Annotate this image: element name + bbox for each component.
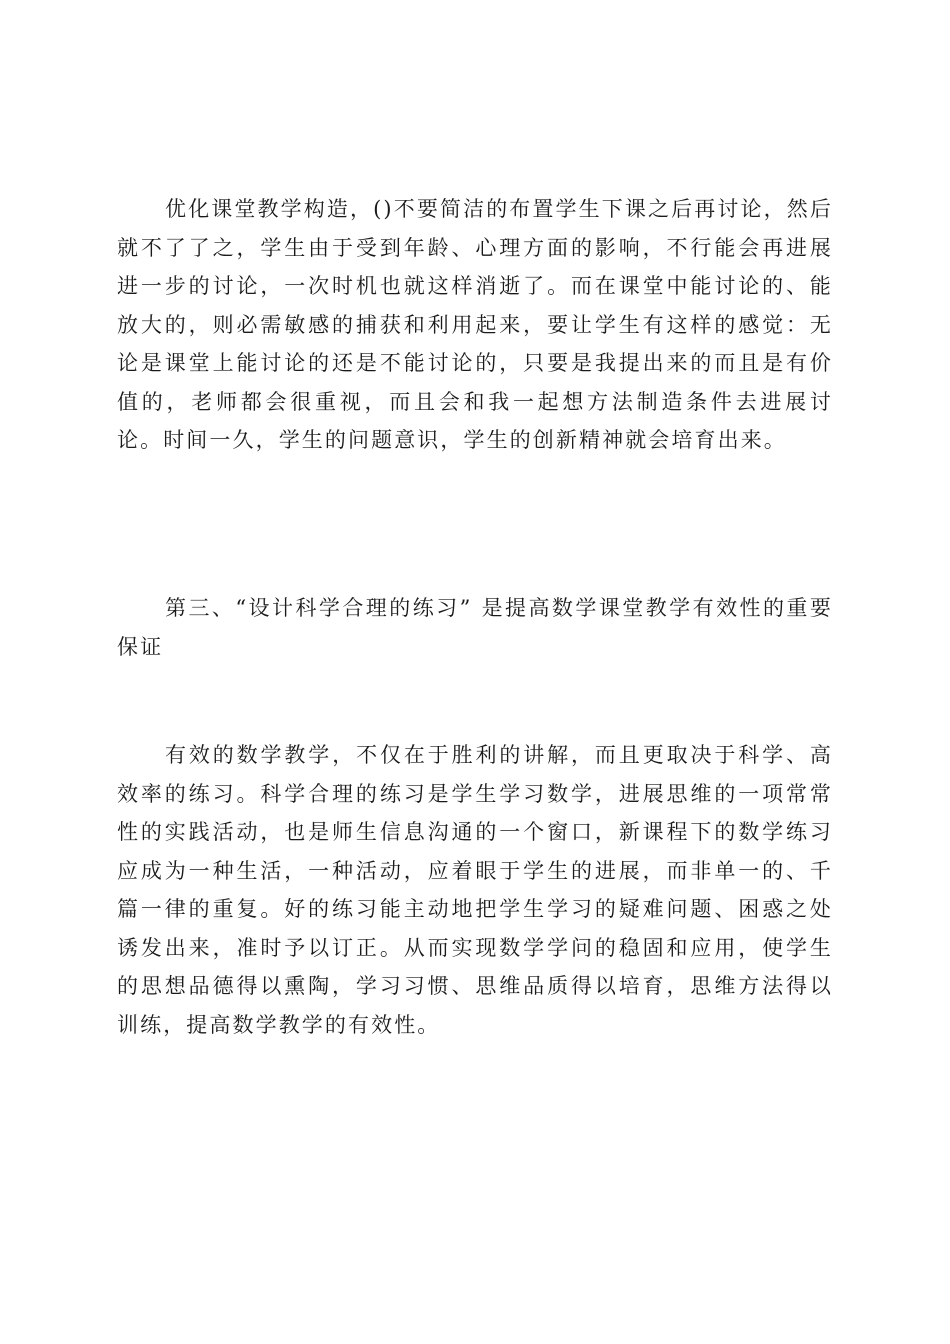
section-heading-third: 第三、“设计科学合理的练习” 是提高数学课堂教学有效性的重要保证 <box>117 596 833 659</box>
paragraph-effective-practice: 有效的数学教学，不仅在于胜利的讲解，而且更取决于科学、高效率的练习。科学合理的练习是学生学习数学，进展思维的一项常常性的实践活动，也是师生信息沟通的一个窗口，新课程下的数学练习应成为一种生活，一种活动，应着眼于学生的进展，而非单一的、千篇一律的重复。好的练习能主动地把学生学习的疑难问题、困惑之处诱发出来，准时予以订正。从而实现数学学问的稳固和应用，使学生的思想品德得以熏陶，学习习惯、思维品质得以培育，思维方法得以训练，提高数学教学的有效性。 <box>117 743 833 1037</box>
paragraph-classroom-structure: 优化课堂教学构造，()不要简洁的布置学生下课之后再讨论，然后就不了了之，学生由于受到年龄、心理方面的影响，不行能会再进展进一步的讨论，一次时机也就这样消逝了。而在课堂中能讨论的、能放大的，则必需敏感的捕获和利用起来，要让学生有这样的感觉：无论是课堂上能讨论的还是不能讨论的，只要是我提出来的而且是有价值的，老师都会很重视，而且会和我一起想方法制造条件去进展讨论。时间一久，学生的问题意识，学生的创新精神就会培育出来。 <box>117 197 833 452</box>
